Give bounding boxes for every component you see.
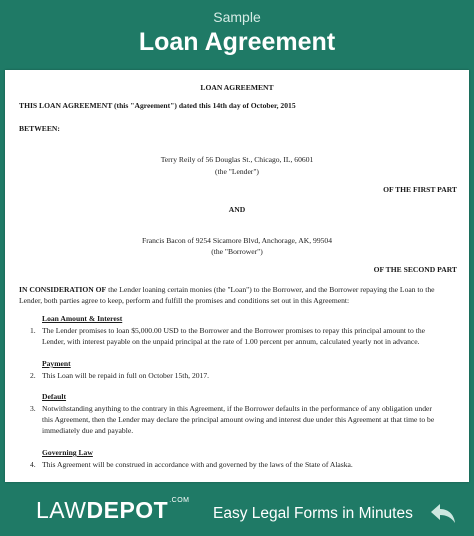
section3-line-1: Notwithstanding anything to the contrary in this Agreement, if the Borrower defaults in the performance of any obligation under <box>42 404 432 413</box>
intro-line: THIS LOAN AGREEMENT (this "Agreement") dated this 14th day of October, 2015 <box>19 101 296 110</box>
section4-title: Governing Law <box>42 448 93 457</box>
header-banner <box>0 0 474 68</box>
share-arrow-icon[interactable] <box>430 502 456 524</box>
sample-label: Sample <box>213 9 261 25</box>
second-part-label: OF THE SECOND PART <box>373 265 457 274</box>
section1-number: 1. <box>30 326 36 335</box>
section3-line-3: immediately due and payable. <box>42 426 134 435</box>
section4-line-1: This Agreement will be construed in accordance with and governed by the laws of the State of Alaska. <box>42 460 353 469</box>
section1-title: Loan Amount & Interest <box>42 314 123 323</box>
lawdepot-logo[interactable] <box>36 497 190 524</box>
consideration-line-1 <box>19 285 435 295</box>
between-label: BETWEEN: <box>19 124 60 133</box>
footer-banner <box>0 486 474 536</box>
consideration-text: the Lender loaning certain monies (the "Loan") to the Borrower, and the Borrower repaying the Loan to the <box>106 285 435 294</box>
logo-depot: DEPOT <box>86 497 169 523</box>
document-heading: LOAN AGREEMENT <box>200 83 274 92</box>
logo-law: LAW <box>36 497 87 523</box>
section1-line-1: The Lender promises to loan $5,000.00 USD to the Borrower and the Borrower promises to repay this principal amount to the <box>42 326 425 335</box>
document-page <box>5 70 469 482</box>
section2-title: Payment <box>42 359 71 368</box>
and-label: AND <box>228 205 246 214</box>
borrower-role: (the "Borrower") <box>211 247 263 256</box>
page-title: Loan Agreement <box>138 28 336 56</box>
section3-title: Default <box>42 392 67 401</box>
section2-line-1: This Loan will be repaid in full on October 15th, 2017. <box>42 371 210 380</box>
consideration-bold: IN CONSIDERATION OF <box>19 285 107 294</box>
consideration-line-2: Lender, both parties agree to keep, perform and fulfill the promises and conditions set out in this Agreement: <box>19 296 350 305</box>
lender-line: Terry Reily of 56 Douglas St., Chicago, IL, 60601 <box>160 155 314 164</box>
section3-number: 3. <box>30 404 36 413</box>
section3-line-2: this Agreement, then the Lender may declare the principal amount owing and interest due under this Agreement at that time to be <box>42 415 435 424</box>
logo-com: .COM <box>169 497 190 504</box>
section1-line-2: Lender, with interest payable on the unpaid principal at the rate of 1.00 percent per annum, calculated yearly not in advance. <box>42 337 420 346</box>
tagline: Easy Legal Forms in Minutes <box>213 505 413 522</box>
first-part-label: OF THE FIRST PART <box>383 185 457 194</box>
section2-number: 2. <box>30 371 36 380</box>
lender-role: (the "Lender") <box>215 167 259 176</box>
borrower-line: Francis Bacon of 9254 Sicamore Blvd, Anchorage, AK, 99504 <box>141 236 333 245</box>
section4-number: 4. <box>30 460 36 469</box>
